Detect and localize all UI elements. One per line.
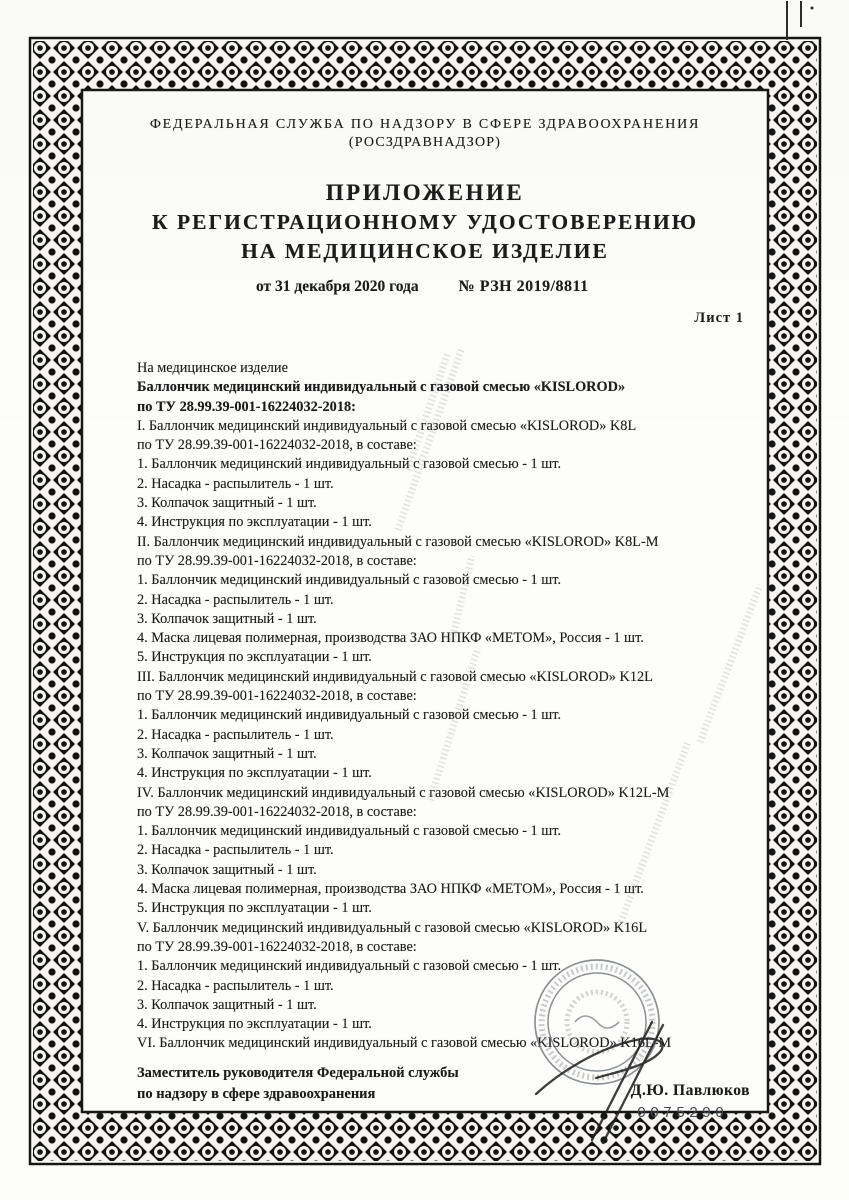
document-line: 5. Инструкция по эксплуатации - 1 шт. bbox=[137, 900, 372, 917]
document-line: по ТУ 28.99.39-001-16224032-2018, в составе: bbox=[137, 938, 417, 955]
document-line: 1. Баллончик медицинский индивидуальный с газовой смесью - 1 шт. bbox=[137, 958, 562, 975]
document-line: 1. Баллончик медицинский индивидуальный с газовой смесью - 1 шт. bbox=[137, 456, 562, 473]
document-line: по ТУ 28.99.39-001-16224032-2018, в составе: bbox=[137, 437, 417, 454]
scan-artifacts bbox=[787, 1, 814, 40]
document-title bbox=[80, 178, 770, 266]
document-line: по ТУ 28.99.39-001-16224032-2018, в составе: bbox=[137, 552, 417, 569]
document-line: 2. Насадка - распылитель - 1 шт. bbox=[137, 977, 334, 994]
document-line: 4. Инструкция по эксплуатации - 1 шт. bbox=[137, 514, 372, 531]
document-line: 2. Насадка - распылитель - 1 шт. bbox=[137, 475, 334, 492]
agency-short-name: (РОСЗДРАВНАДЗОР) bbox=[348, 135, 502, 150]
meta-row bbox=[80, 278, 770, 296]
document-line: по ТУ 28.99.39-001-16224032-2018: bbox=[137, 398, 356, 415]
document-line: 4. Инструкция по эксплуатации - 1 шт. bbox=[137, 765, 372, 782]
document-line: V. Баллончик медицинский индивидуальный с газовой смесью «KISLOROD» K16L bbox=[137, 919, 648, 936]
sheet-number: Лист 1 bbox=[694, 310, 744, 326]
document-line: 3. Колпачок защитный - 1 шт. bbox=[137, 996, 317, 1013]
document-line: 1. Баллончик медицинский индивидуальный с газовой смесью - 1 шт. bbox=[137, 707, 562, 724]
blank-serial-number: 0075290 bbox=[636, 1105, 728, 1122]
document-line: 2. Насадка - распылитель - 1 шт. bbox=[137, 726, 334, 743]
document-line: IV. Баллончик медицинский индивидуальный с газовой смесью «KISLOROD» K12L-M bbox=[137, 784, 670, 801]
document-line: 1. Баллончик медицинский индивидуальный с газовой смесью - 1 шт. bbox=[137, 572, 562, 589]
title-line-2: К РЕГИСТРАЦИОННОМУ УДОСТОВЕРЕНИЮ bbox=[152, 210, 698, 234]
document-line: III. Баллончик медицинский индивидуальный с газовой смесью «KISLOROD» K12L bbox=[137, 668, 653, 685]
signatory-name: Д.Ю. Павлюков bbox=[630, 1082, 750, 1099]
border-band-right bbox=[769, 41, 817, 1161]
title-line-3: НА МЕДИЦИНСКОЕ ИЗДЕЛИЕ bbox=[241, 239, 609, 263]
document-line: 4. Инструкция по эксплуатации - 1 шт. bbox=[137, 1016, 372, 1033]
agency-name: ФЕДЕРАЛЬНАЯ СЛУЖБА ПО НАДЗОРУ В СФЕРЕ ЗДРАВООХРАНЕНИЯ bbox=[149, 117, 701, 132]
document-line: по ТУ 28.99.39-001-16224032-2018, в составе: bbox=[137, 803, 417, 820]
document-line: На медицинское изделие bbox=[137, 360, 288, 376]
border-band-left bbox=[33, 41, 81, 1161]
document-line: 3. Колпачок защитный - 1 шт. bbox=[137, 610, 317, 627]
title-line-1: ПРИЛОЖЕНИЕ bbox=[325, 180, 525, 205]
signatory-position-line-1: Заместитель руководителя Федеральной службы bbox=[137, 1064, 459, 1081]
document-line: 1. Баллончик медицинский индивидуальный с газовой смесью - 1 шт. bbox=[137, 823, 562, 840]
document-line: по ТУ 28.99.39-001-16224032-2018, в составе: bbox=[137, 688, 417, 705]
document-line: Баллончик медицинский индивидуальный с газовой смесью «KISLOROD» bbox=[137, 379, 626, 396]
document-line: 5. Инструкция по эксплуатации - 1 шт. bbox=[137, 649, 372, 666]
body-text bbox=[80, 359, 770, 1054]
border-band-top bbox=[33, 41, 817, 89]
agency-header bbox=[80, 116, 770, 152]
document-line: 4. Маска лицевая полимерная, производства ЗАО НПКФ «МЕТОМ», Россия - 1 шт. bbox=[137, 630, 644, 647]
document-line: II. Баллончик медицинский индивидуальный с газовой смесью «KISLOROD» K8L-M bbox=[137, 533, 659, 550]
document-line: 2. Насадка - распылитель - 1 шт. bbox=[137, 591, 334, 608]
document-line: 3. Колпачок защитный - 1 шт. bbox=[137, 745, 317, 762]
document-line: 2. Насадка - распылитель - 1 шт. bbox=[137, 842, 334, 859]
signatory-position-line-2: по надзору в сфере здравоохранения bbox=[137, 1085, 376, 1102]
document-line: 3. Колпачок защитный - 1 шт. bbox=[137, 495, 317, 512]
document-line: 4. Маска лицевая полимерная, производства ЗАО НПКФ «МЕТОМ», Россия - 1 шт. bbox=[137, 881, 644, 898]
document-line: I. Баллончик медицинский индивидуальный с газовой смесью «KISLOROD» K8L bbox=[137, 417, 637, 434]
registration-number: № РЗН 2019/8811 bbox=[458, 278, 589, 295]
document-line: VI. Баллончик медицинский индивидуальный с газовой смесью «KISLOROD» K16L-M bbox=[137, 1035, 672, 1052]
document-content bbox=[80, 90, 770, 1120]
document-line: 3. Колпачок защитный - 1 шт. bbox=[137, 861, 317, 878]
issue-date: от 31 декабря 2020 года bbox=[256, 278, 419, 295]
